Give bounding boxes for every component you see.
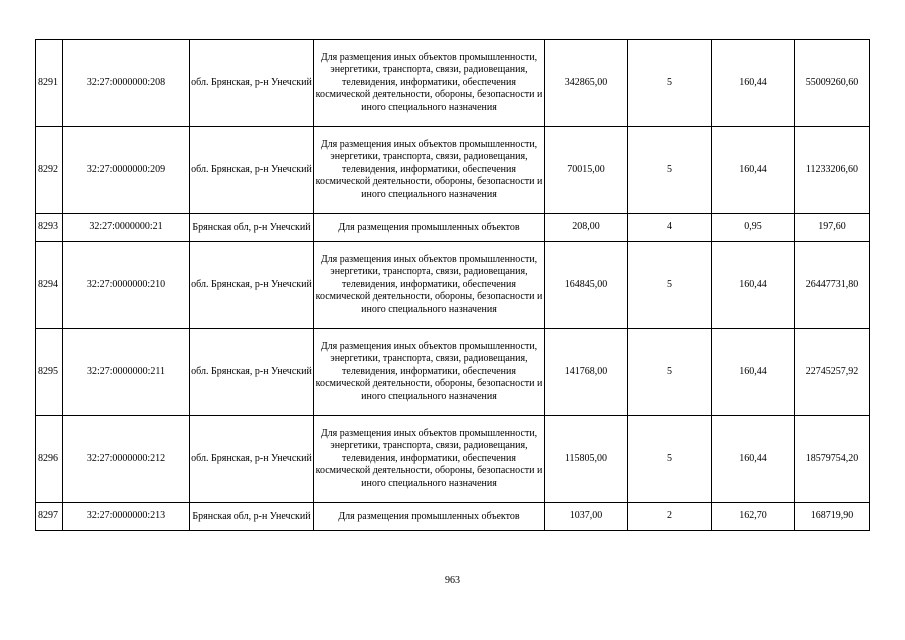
table-row — [36, 503, 870, 531]
cadastral-value: 18579754,20 — [795, 416, 870, 503]
cadastral-number: 32:27:0000000:21 — [63, 214, 190, 242]
area: 115805,00 — [545, 416, 628, 503]
address: обл. Брянская, р-н Унечский — [190, 242, 314, 329]
area: 164845,00 — [545, 242, 628, 329]
cadastral-number: 32:27:0000000:209 — [63, 127, 190, 214]
address: обл. Брянская, р-н Унечский — [190, 329, 314, 416]
cadastral-value: 168719,90 — [795, 503, 870, 531]
area: 208,00 — [545, 214, 628, 242]
specific-value: 160,44 — [712, 127, 795, 214]
permitted-use: Для размещения иных объектов промышленности, энергетики, транспорта, связи, радиовещания, телевидения, информатики, обеспечения космической деятельности, обороны, безопасности и иного специального назначения — [314, 242, 545, 329]
permitted-use: Для размещения иных объектов промышленности, энергетики, транспорта, связи, радиовещания, телевидения, информатики, обеспечения космической деятельности, обороны, безопасности и иного специального назначения — [314, 40, 545, 127]
table-row — [36, 242, 870, 329]
specific-value: 162,70 — [712, 503, 795, 531]
row-number: 8291 — [36, 40, 63, 127]
row-number: 8294 — [36, 242, 63, 329]
area: 141768,00 — [545, 329, 628, 416]
permitted-use: Для размещения иных объектов промышленности, энергетики, транспорта, связи, радиовещания, телевидения, информатики, обеспечения космической деятельности, обороны, безопасности и иного специального назначения — [314, 416, 545, 503]
cadastral-value: 55009260,60 — [795, 40, 870, 127]
address: обл. Брянская, р-н Унечский — [190, 416, 314, 503]
permitted-use: Для размещения промышленных объектов — [314, 214, 545, 242]
row-number: 8292 — [36, 127, 63, 214]
permitted-use: Для размещения иных объектов промышленности, энергетики, транспорта, связи, радиовещания, телевидения, информатики, обеспечения космической деятельности, обороны, безопасности и иного специального назначения — [314, 127, 545, 214]
group-number: 5 — [628, 242, 712, 329]
specific-value: 160,44 — [712, 242, 795, 329]
address: Брянская обл, р-н Унечский — [190, 214, 314, 242]
permitted-use: Для размещения промышленных объектов — [314, 503, 545, 531]
cadastral-value: 22745257,92 — [795, 329, 870, 416]
address: Брянская обл, р-н Унечский — [190, 503, 314, 531]
specific-value: 160,44 — [712, 416, 795, 503]
cadastral-value: 26447731,80 — [795, 242, 870, 329]
table-row — [36, 127, 870, 214]
table-row — [36, 40, 870, 127]
cadastral-value: 11233206,60 — [795, 127, 870, 214]
cadastral-value: 197,60 — [795, 214, 870, 242]
cadastral-number: 32:27:0000000:208 — [63, 40, 190, 127]
row-number: 8296 — [36, 416, 63, 503]
address: обл. Брянская, р-н Унечский — [190, 40, 314, 127]
specific-value: 160,44 — [712, 40, 795, 127]
row-number: 8293 — [36, 214, 63, 242]
group-number: 5 — [628, 127, 712, 214]
specific-value: 0,95 — [712, 214, 795, 242]
table-row — [36, 416, 870, 503]
group-number: 5 — [628, 416, 712, 503]
group-number: 5 — [628, 40, 712, 127]
table-row — [36, 214, 870, 242]
row-number: 8297 — [36, 503, 63, 531]
permitted-use: Для размещения иных объектов промышленности, энергетики, транспорта, связи, радиовещания, телевидения, информатики, обеспечения космической деятельности, обороны, безопасности и иного специального назначения — [314, 329, 545, 416]
group-number: 4 — [628, 214, 712, 242]
group-number: 2 — [628, 503, 712, 531]
page-number: 963 — [445, 575, 460, 586]
cadastral-number: 32:27:0000000:213 — [63, 503, 190, 531]
row-number: 8295 — [36, 329, 63, 416]
cadastral-number: 32:27:0000000:211 — [63, 329, 190, 416]
cadastral-number: 32:27:0000000:212 — [63, 416, 190, 503]
area: 342865,00 — [545, 40, 628, 127]
specific-value: 160,44 — [712, 329, 795, 416]
area: 70015,00 — [545, 127, 628, 214]
cadastral-number: 32:27:0000000:210 — [63, 242, 190, 329]
cadastral-value-table — [35, 39, 870, 531]
area: 1037,00 — [545, 503, 628, 531]
group-number: 5 — [628, 329, 712, 416]
address: обл. Брянская, р-н Унечский — [190, 127, 314, 214]
table-row — [36, 329, 870, 416]
